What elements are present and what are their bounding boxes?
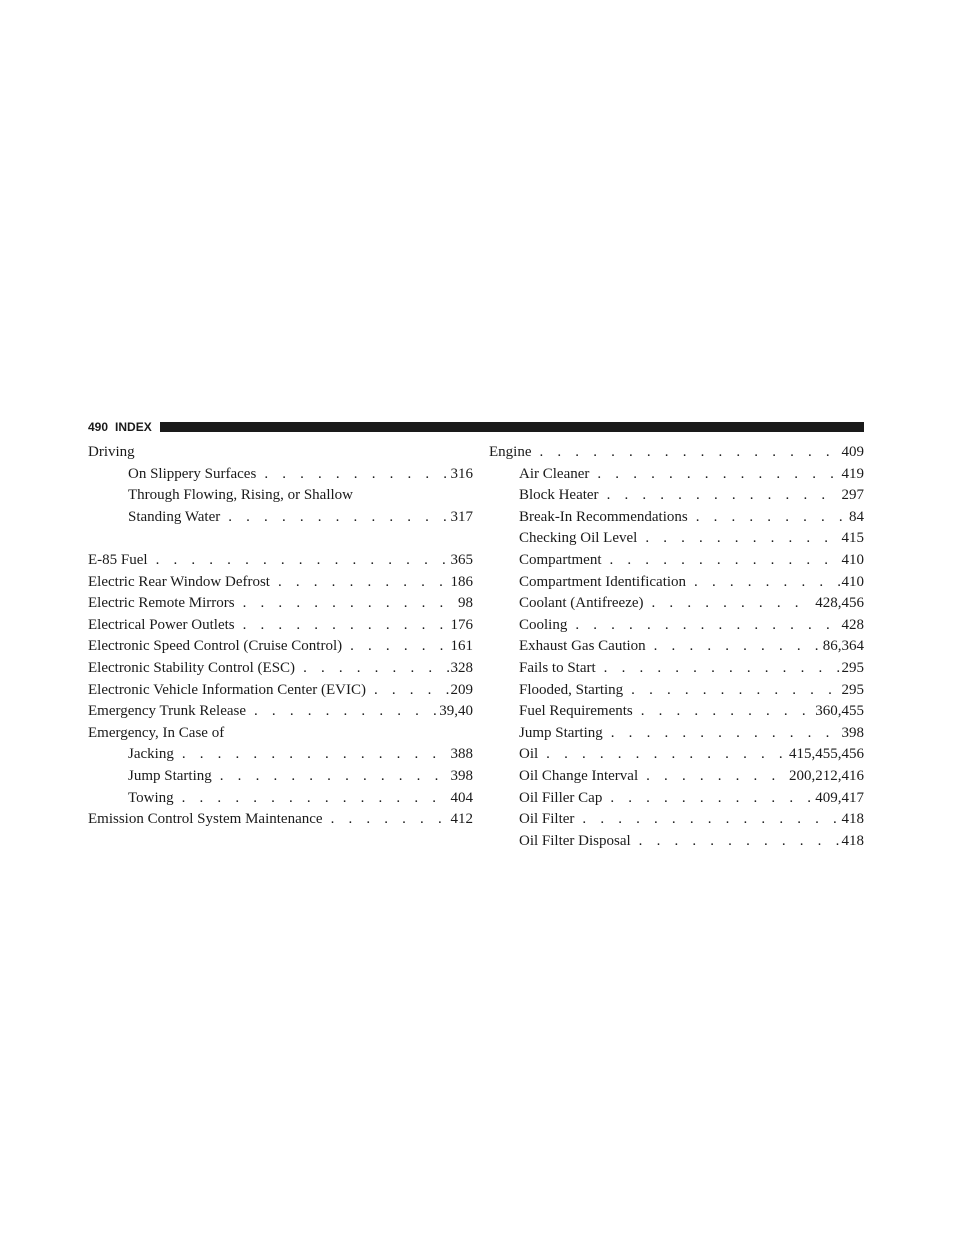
page-reference: 295 [841,659,864,676]
index-term: Oil Change Interval [519,767,639,784]
index-term: On Slippery Surfaces [128,465,257,482]
index-term: Oil [519,746,539,763]
dot-leader [220,766,449,788]
page-reference: 412 [450,811,473,828]
dot-leader [652,593,814,615]
page-reference: 415 [841,530,864,547]
index-term: Electric Rear Window Defrost [88,573,270,590]
dot-leader [156,550,449,572]
index-term: Fuel Requirements [519,703,633,720]
index-term: E-85 Fuel [88,551,148,568]
page-reference: 415,455,456 [789,746,864,763]
page-reference: 316 [450,465,473,482]
dot-leader [654,636,821,658]
page-reference: 410 [841,573,864,590]
section-title: INDEX [115,420,152,434]
index-term: Standing Water [128,508,221,525]
page-reference: 410 [841,551,864,568]
page-reference: 428,456 [815,595,864,612]
dot-leader [303,658,448,680]
dot-leader [582,809,839,831]
index-entry [88,680,473,702]
header-rule [160,422,864,432]
page-reference: 200,212,416 [789,767,864,784]
index-term: Oil Filter [519,811,575,828]
page-reference: 360,455 [815,703,864,720]
index-entry [489,464,864,486]
dot-leader [641,701,814,723]
index-term: Oil Filler Cap [519,789,603,806]
dot-leader [575,615,839,637]
page-reference: 161 [450,638,473,655]
index-entry [489,701,864,723]
index-entry [88,766,473,788]
index-term: Emission Control System Maintenance [88,811,323,828]
index-term: Driving [88,444,135,460]
page-reference: 39,40 [439,703,473,720]
page-reference: 365 [450,551,473,568]
dot-leader [278,572,449,594]
dot-leader [696,507,847,529]
index-term: Towing [128,789,174,806]
dot-leader [331,809,449,831]
page-header [88,417,864,437]
index-entry [88,464,473,486]
index-term: Jump Starting [519,724,603,741]
page-reference: 404 [450,789,473,806]
index-entry [88,572,473,594]
dot-leader [243,615,449,637]
index-term: Compartment Identification [519,573,687,590]
dot-leader [540,442,840,464]
page-reference: 295 [841,681,864,698]
index-entry [489,550,864,572]
index-column-left [88,442,473,831]
page-reference: 176 [450,616,473,633]
index-term: Emergency Trunk Release [88,703,247,720]
dot-leader [607,485,840,507]
dot-leader [646,766,787,788]
index-term: Oil Filter Disposal [519,832,631,849]
index-entry [88,701,473,723]
index-entry [88,723,473,745]
page-reference: 418 [841,811,864,828]
dot-leader [610,550,840,572]
page-reference: 84 [849,508,864,525]
index-entry [88,550,473,572]
index-term: Engine [489,444,532,460]
index-term: Fails to Start [519,659,596,676]
page-reference: 86,364 [822,638,864,655]
dot-leader [597,464,839,486]
dot-leader [639,831,840,853]
index-entry [489,658,864,680]
index-term: Flooded, Starting [519,681,624,698]
dot-leader [254,701,437,723]
index-entry [489,442,864,464]
index-entry [489,528,864,550]
dot-leader [243,593,456,615]
page-reference: 409,417 [815,789,864,806]
index-term: Electrical Power Outlets [88,616,235,633]
dot-leader [182,788,449,810]
page-number: 490 [88,420,109,434]
index-term: Exhaust Gas Caution [519,638,646,655]
page-reference: 398 [450,767,473,784]
dot-leader [228,507,448,529]
index-term: Coolant (Antifreeze) [519,595,644,612]
index-entry [88,615,473,637]
page-reference: 388 [450,746,473,763]
page-reference: 418 [841,832,864,849]
index-term: Electronic Speed Control (Cruise Control) [88,638,343,655]
index-entry [489,788,864,810]
index-entry [88,658,473,680]
index-entry [489,723,864,745]
index-entry [489,593,864,615]
index-term: Cooling [519,616,568,633]
index-entry [88,744,473,766]
index-term: Jacking [128,746,174,763]
page-reference: 419 [841,465,864,482]
page-reference: 317 [450,508,473,525]
page-reference: 209 [450,681,473,698]
index-entry [88,809,473,831]
dot-leader [182,744,449,766]
index-entry [88,507,473,529]
dot-leader [631,680,839,702]
index-term: Air Cleaner [519,465,590,482]
index-term: Jump Starting [128,767,212,784]
index-term: Through Flowing, Rising, or Shallow [128,487,354,504]
index-entry [489,572,864,594]
index-entry [489,485,864,507]
index-entry [489,809,864,831]
index-term: Electric Remote Mirrors [88,595,235,612]
index-term: Electronic Stability Control (ESC) [88,659,296,676]
index-entry [88,442,473,464]
index-column-right [489,442,864,852]
dot-leader [645,528,839,550]
dot-leader [604,658,840,680]
page-reference: 328 [450,659,473,676]
dot-leader [611,723,840,745]
dot-leader [350,636,448,658]
index-entry [88,636,473,658]
dot-leader [374,680,449,702]
index-term: Emergency, In Case of [88,724,225,741]
index-term: Break-In Recommendations [519,508,688,525]
index-entry [489,636,864,658]
dot-leader [546,744,787,766]
page-reference: 297 [841,487,864,504]
index-entry [489,831,864,853]
index-term: Electronic Vehicle Information Center (EVIC) [88,681,366,698]
index-entry [489,680,864,702]
page-reference: 398 [841,724,864,741]
page-reference: 428 [841,616,864,633]
page-reference: 409 [841,444,864,460]
index-entry [489,615,864,637]
index-entry [88,593,473,615]
index-entry [489,766,864,788]
dot-leader [694,572,839,594]
page-reference: 186 [450,573,473,590]
index-entry [489,507,864,529]
page-reference: 98 [458,595,473,612]
index-entry [489,744,864,766]
index-term: Compartment [519,551,602,568]
index-term: Block Heater [519,487,599,504]
index-entry [88,788,473,810]
index-term: Checking Oil Level [519,530,638,547]
dot-leader [264,464,448,486]
dot-leader [610,788,813,810]
index-entry [88,485,473,507]
